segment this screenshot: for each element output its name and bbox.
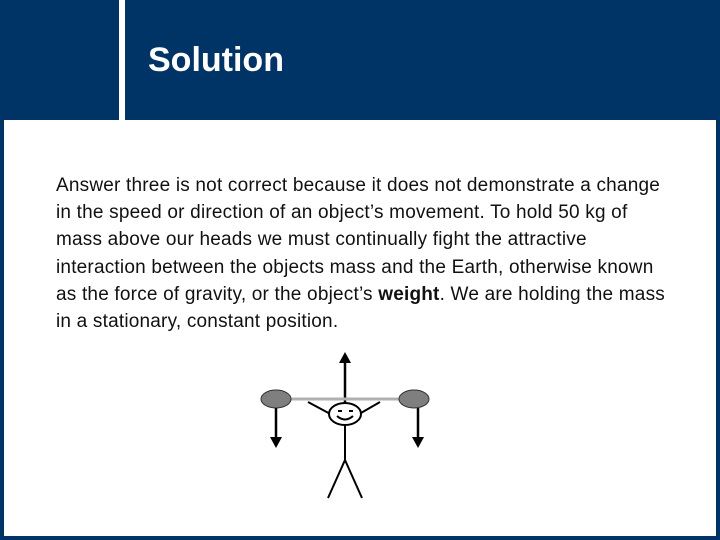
stick-figure-icon (308, 402, 380, 498)
weightlifter-diagram (256, 352, 436, 507)
body-text (56, 172, 676, 335)
left-weight-disc-icon (261, 390, 291, 408)
right-weight-disc-icon (399, 390, 429, 408)
right-weight-arrow-icon (412, 408, 424, 448)
left-weight-arrow-icon (270, 408, 282, 448)
upward-arrow-icon (339, 352, 351, 404)
body-text-bold-weight: weight (378, 283, 440, 305)
slide-title: Solution (148, 41, 284, 79)
content-panel (4, 120, 716, 536)
body-text-part-1: Answer three is not correct because it does not demonstrate a change in the speed or direction of an object’s movement. To hold 50 kg of mass above our heads we must continually fight the attractive interaction between the objects mass and the Earth, otherwise known as the force of gravity, or the object’s (56, 175, 660, 305)
body-text-part-2: . We are holding the mass in a stationary, constant position. (56, 283, 665, 333)
header-left-block (0, 0, 118, 120)
